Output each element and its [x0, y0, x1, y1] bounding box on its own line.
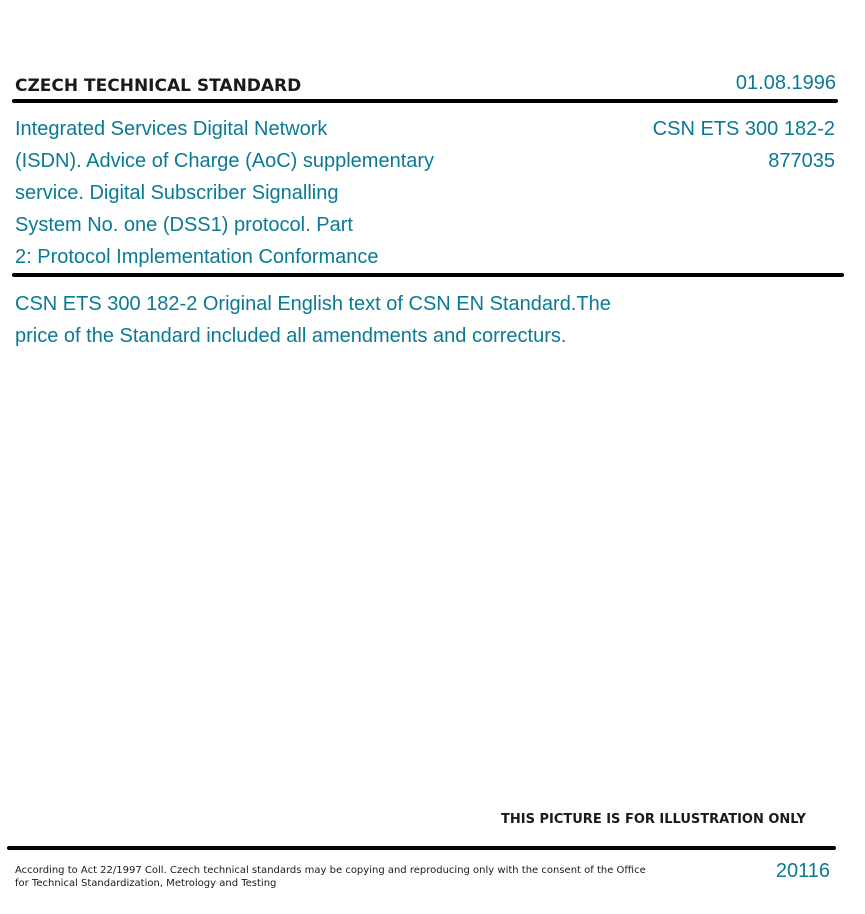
legal-notice [15, 864, 646, 890]
top-divider [12, 99, 838, 103]
issue-date: 01.08.1996 [735, 72, 836, 94]
title-line: service. Digital Subscriber Signalling [15, 182, 339, 204]
illustration-note: THIS PICTURE IS FOR ILLUSTRATION ONLY [501, 812, 806, 827]
header-title: CZECH TECHNICAL STANDARD [15, 76, 302, 96]
title-line: (ISDN). Advice of Charge (AoC) supplementary [15, 150, 435, 172]
description-line: price of the Standard included all amendments and correcturs. [15, 325, 567, 347]
standard-number: 877035 [768, 150, 835, 172]
description-line: CSN ETS 300 182-2 Original English text of CSN EN Standard.The [15, 293, 611, 315]
standard-title [15, 113, 434, 273]
title-line: Integrated Services Digital Network [15, 118, 328, 140]
bottom-divider [7, 846, 836, 850]
standard-identifier [653, 113, 835, 177]
middle-divider [12, 273, 844, 277]
standard-code: CSN ETS 300 182-2 [652, 118, 835, 140]
legal-line: According to Act 22/1997 Coll. Czech technical standards may be copying and reproducing only with the consent of the Office [15, 865, 646, 876]
standard-description [15, 288, 611, 352]
title-line: System No. one (DSS1) protocol. Part [15, 214, 353, 236]
legal-line: for Technical Standardization, Metrology and Testing [15, 878, 277, 889]
title-line: 2: Protocol Implementation Conformance [15, 246, 379, 268]
catalog-number: 20116 [775, 860, 830, 882]
